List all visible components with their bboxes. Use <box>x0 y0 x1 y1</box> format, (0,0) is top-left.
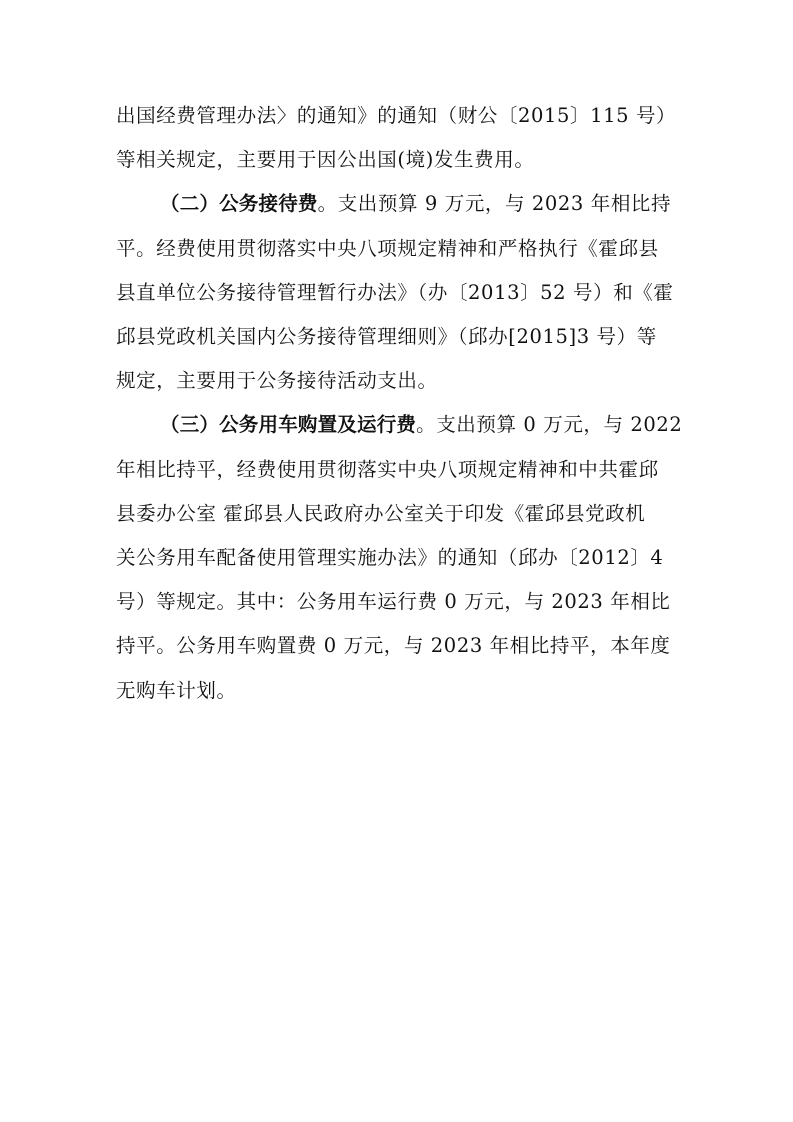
paragraph-line: 无购车计划。 <box>116 678 237 702</box>
paragraph-line: 规定，主要用于公务接待活动支出。 <box>116 369 438 393</box>
paragraph-line: 平。经费使用贯彻落实中央八项规定精神和严格执行《霍邱县 <box>116 236 659 260</box>
paragraph-line: 县委办公室 霍邱县人民政府办公室关于印发《霍邱县党政机 <box>116 501 646 525</box>
section-heading-vehicles: （三）公务用车购置及运行费 <box>160 413 417 437</box>
paragraph-line <box>116 182 681 226</box>
paragraph-line: 关公务用车配备使用管理实施办法》的通知（邱办〔2012〕4 <box>116 546 664 570</box>
paragraph-line: 年相比持平，经费使用贯彻落实中央八项规定精神和中共霍邱 <box>116 457 659 481</box>
paragraph-line: 号）等规定。其中：公务用车运行费 0 万元，与 2023 年相比 <box>116 590 671 614</box>
paragraph-line <box>116 403 681 447</box>
document-body <box>116 94 681 713</box>
paragraph-line: 持平。公务用车购置费 0 万元，与 2023 年相比持平，本年度 <box>116 634 671 658</box>
paragraph-line: 出国经费管理办法〉的通知》的通知（财公〔2015〕115 号） <box>116 104 677 127</box>
section-heading-reception: （二）公务接待费 <box>160 192 318 216</box>
paragraph-text: 。支出预算 0 万元，与 2022 <box>416 413 683 437</box>
paragraph-text: 。支出预算 9 万元，与 2023 年相比持 <box>317 192 672 216</box>
paragraph-line: 邱县党政机关国内公务接待管理细则》（邱办[2015]3 号）等 <box>116 325 657 349</box>
paragraph-line: 县直单位公务接待管理暂行办法》（办〔2013〕52 号）和《霍 <box>116 280 674 304</box>
paragraph-line: 等相关规定，主要用于因公出国(境)发生费用。 <box>116 148 535 172</box>
